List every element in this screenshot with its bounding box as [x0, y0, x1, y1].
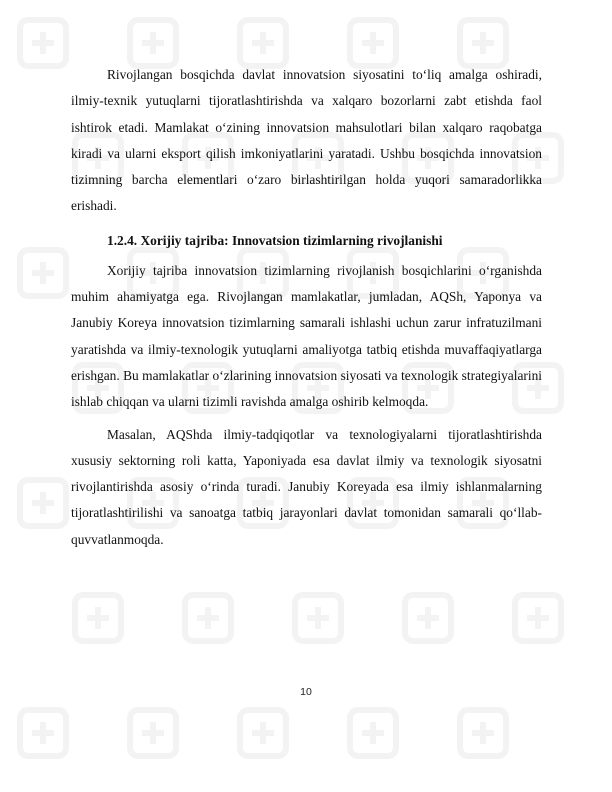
section-heading: 1.2.4. Xorijiy tajriba: Innovatsion tizimlarning rivojlanishi — [107, 232, 443, 248]
paragraph-3: Masalan, AQShda ilmiy-tadqiqotlar va texnologiyalarni tijoratlashtirishda xususiy sektorning roli katta, Yaponiyada esa davlat ilmiy va texnologik siyosatni rivojlantirishda asosiy o‘rinda turadi. Janubiy Koreyada esa ilmiy ishlanmalarning tijoratlashtirilishi va sanoatga tatbiq jarayonlari davlat tomonidan samarali qo‘llab-quvvatlanmoqda. — [71, 426, 542, 547]
paragraph-1: Rivojlangan bosqichda davlat innovatsion siyosatini to‘liq amalga oshiradi, ilmiy-texnik yutuqlarni tijoratlashtirishda va xalqaro bozorlarni zabt etishda faol ishtirok etadi. Mamlakat o‘zining innovatsion mahsulotlari bilan xalqaro raqobatga kiradi va ularni eksport qilish imkoniyatlarini yaratadi. Ushbu bosqichda innovatsion tizimning barcha elementlari o‘zaro birlashtirilgan holda yuqori samaradorlikka erishadi. — [71, 67, 542, 214]
page-number: 10 — [300, 686, 312, 698]
document-page — [71, 62, 542, 553]
paragraph-2: Xorijiy tajriba innovatsion tizimlarning rivojlanish bosqichlarini o‘rganishda muhim ahamiyatga ega. Rivojlangan mamlakatlar, jumladan, AQSh, Yaponya va Janubiy Koreya innovatsion tizimlarning samarali ishlashi uchun zarur infratuzilmani yaratishda va ilmiy-texnologik yutuqlarni amaliyotga tatbiq etishda muvaffaqiyatlarga erishgan. Bu mamlakatlar o‘zlarining innovatsion siyosati va texnologik strategiyalarini ishlab chiqqan va ularni tizimli ravishda amalga oshirib kelmoqda. — [71, 262, 542, 410]
